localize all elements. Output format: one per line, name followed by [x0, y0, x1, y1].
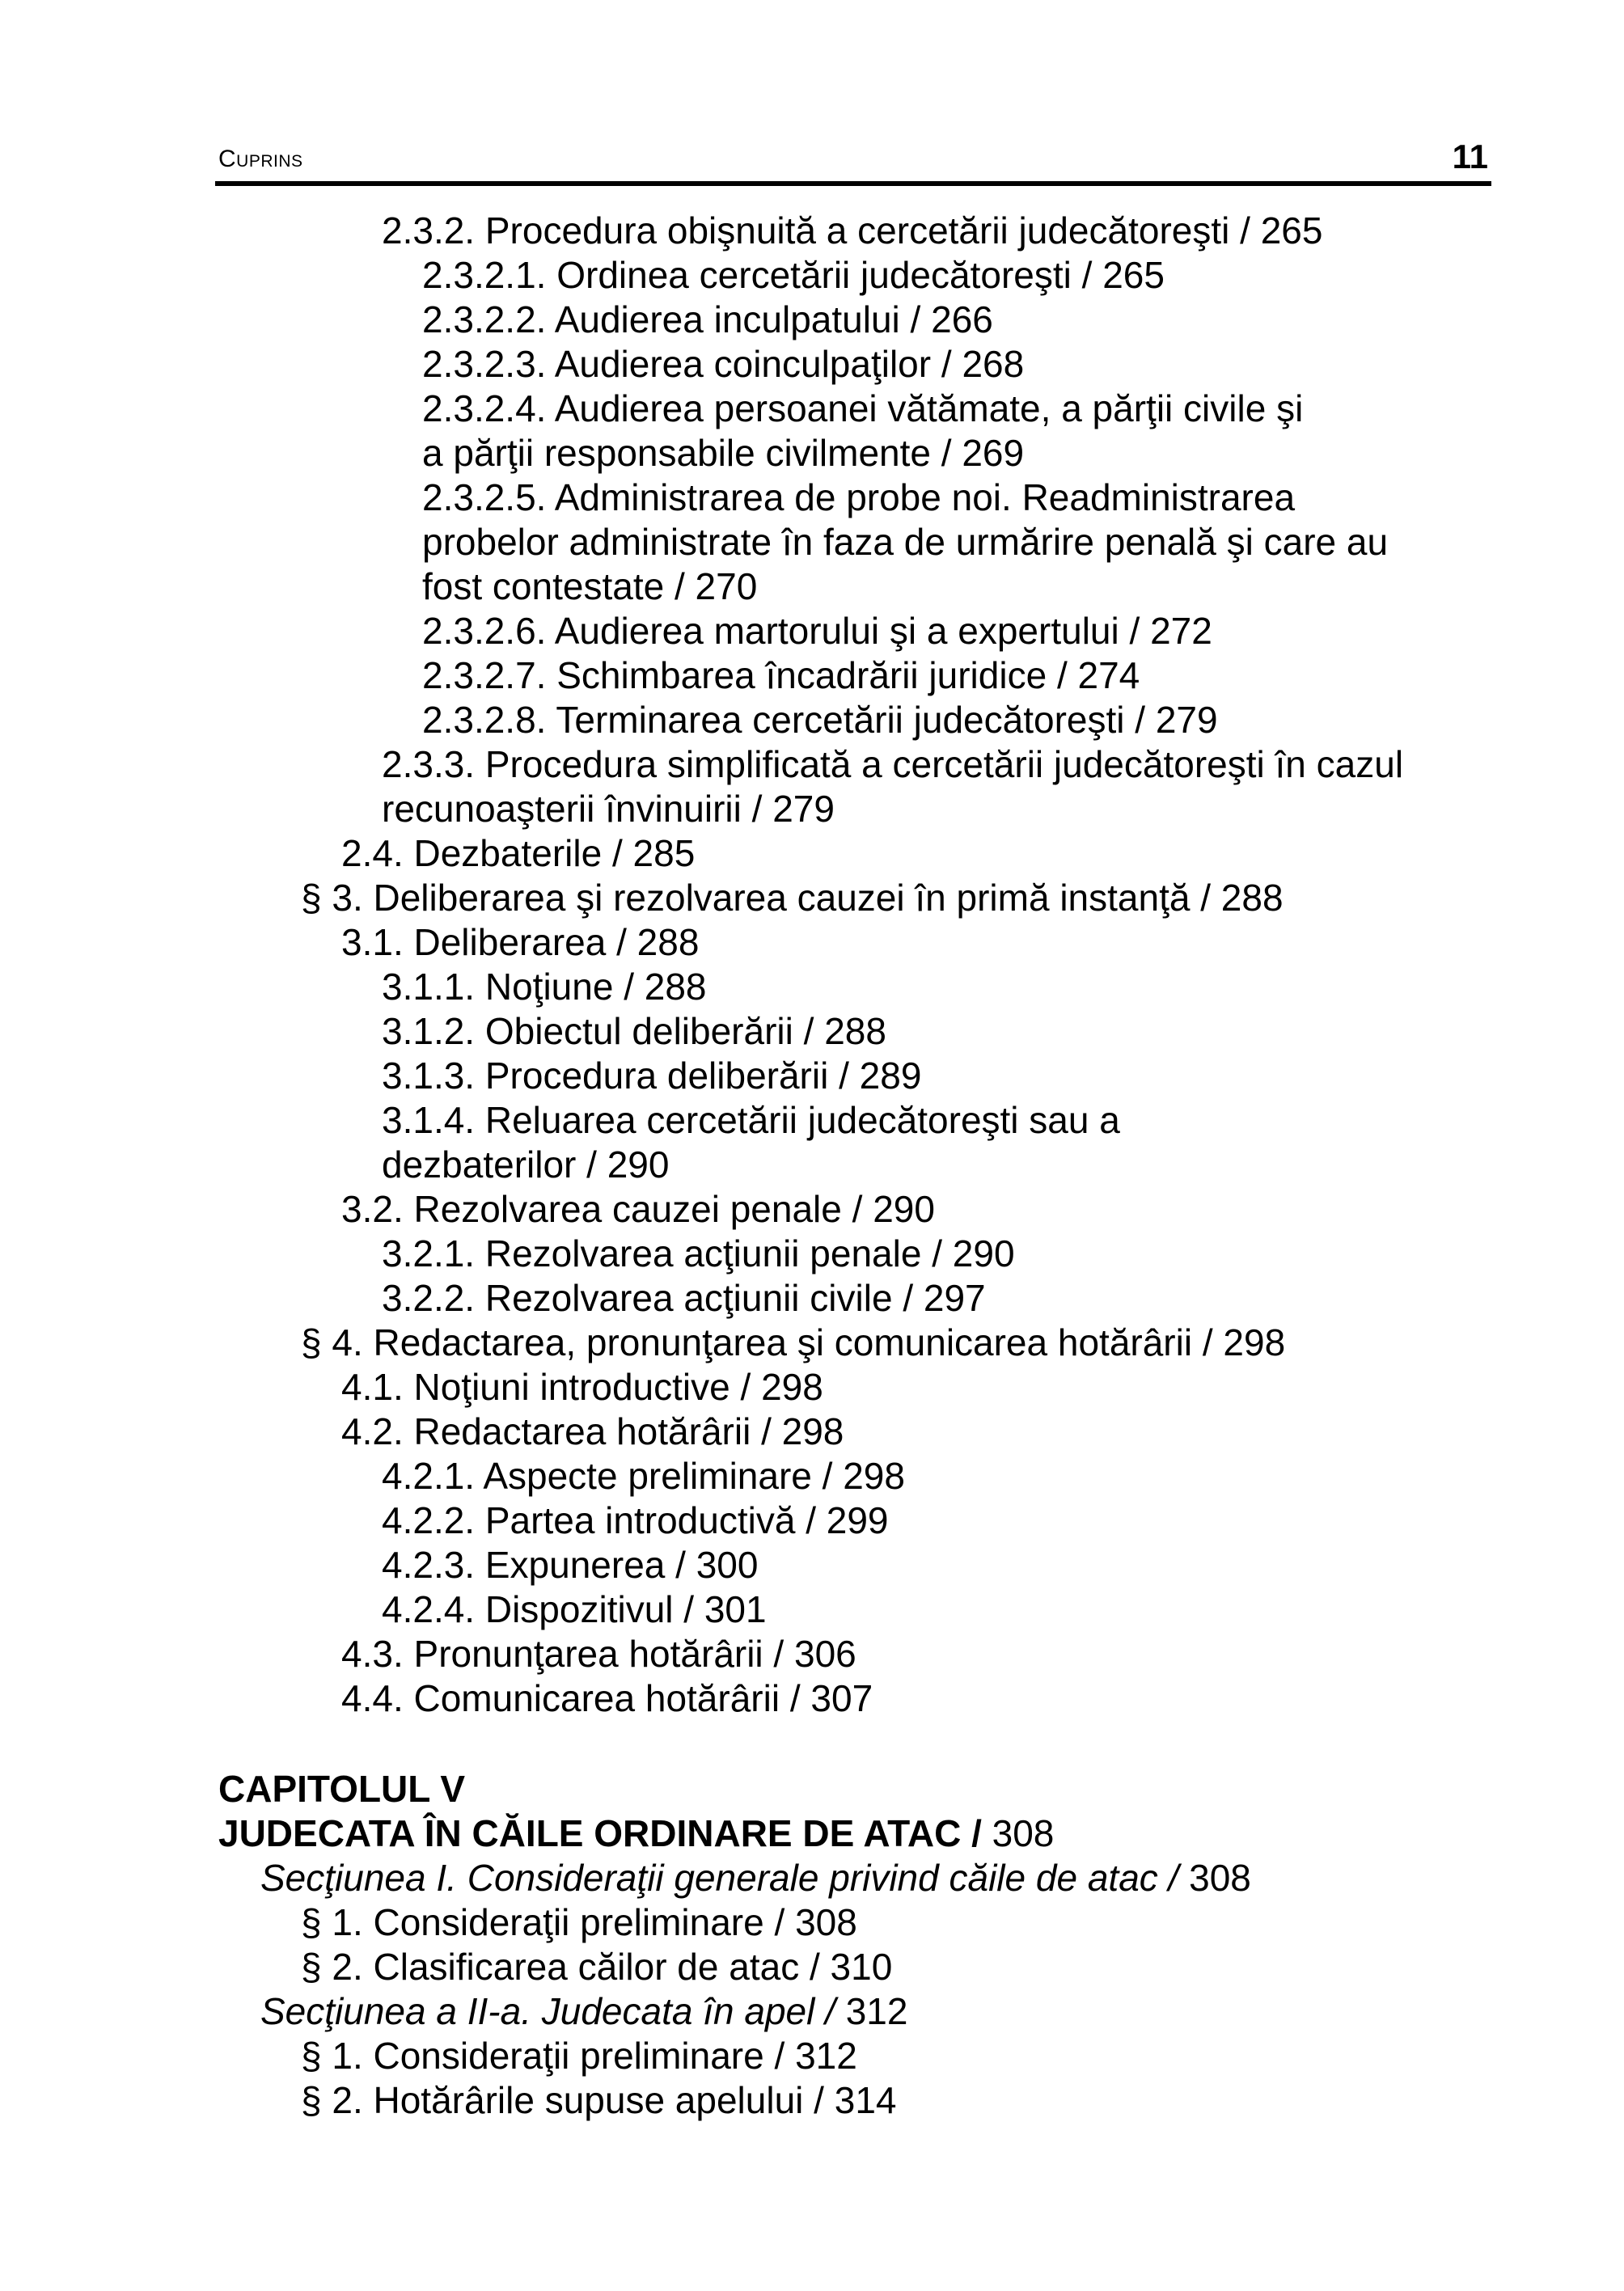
toc-entry-3-1-4-cont: dezbaterilor / 290: [382, 1143, 670, 1186]
chapter-heading: CAPITOLUL V: [218, 1768, 465, 1810]
toc-page-number: 298: [1223, 1321, 1286, 1363]
toc-entry-2-3-2-1: 2.3.2.1. Ordinea cercetării judecătoreşti / 265: [422, 254, 1165, 296]
toc-entry-sectiunea-2: Secţiunea a II-a. Judecata în apel / 312: [260, 1990, 908, 2032]
toc-entry-2-3-3-cont: recunoaşterii învinuirii / 279: [382, 788, 835, 830]
toc-page-number: 265: [1102, 254, 1165, 296]
toc-entry-2-3-2-6: 2.3.2.6. Audierea martorului şi a expertului / 272: [422, 610, 1212, 652]
toc-entry-4-2: 4.2. Redactarea hotărârii / 298: [341, 1410, 844, 1452]
toc-entry-section-4: § 4. Redactarea, pronunţarea şi comunicarea hotărârii / 298: [301, 1321, 1286, 1363]
toc-entry-2-3-2-4-cont: a părţii responsabile civilmente / 269: [422, 432, 1025, 474]
toc-page-number: 310: [830, 1946, 893, 1988]
toc-page-number: 307: [810, 1677, 873, 1719]
toc-page-number: 265: [1260, 209, 1323, 252]
page-number: 11: [1452, 137, 1488, 175]
toc-page-number: 301: [704, 1588, 767, 1630]
toc-page-number: 308: [795, 1901, 857, 1943]
toc-page-number: 270: [695, 565, 758, 607]
toc-page-number: 285: [632, 832, 696, 874]
chapter-title: JUDECATA ÎN CĂILE ORDINARE DE ATAC / 308: [218, 1812, 1055, 1854]
toc-entry-4-2-2: 4.2.2. Partea introductivă / 299: [382, 1499, 889, 1541]
toc-page-number: 272: [1150, 610, 1212, 652]
toc-page-number: 300: [696, 1544, 759, 1586]
toc-page-number: 279: [772, 788, 835, 830]
toc-page-number: 312: [795, 2035, 857, 2077]
toc-entry-2-3-2-5-cont: probelor administrate în faza de urmărire penală şi care au: [422, 521, 1389, 563]
toc-page-number: 290: [607, 1143, 670, 1186]
toc-entry-4-1: 4.1. Noţiuni introductive / 298: [341, 1366, 823, 1408]
toc-entry-2-3-2-3: 2.3.2.3. Audierea coinculpaţilor / 268: [422, 343, 1025, 385]
toc-page-number: 290: [952, 1232, 1015, 1274]
toc-entry-sec2-par1: § 1. Consideraţii preliminare / 312: [301, 2035, 857, 2077]
toc-entry-2-3-3: 2.3.3. Procedura simplificată a cercetării judecătoreşti în cazul: [382, 743, 1404, 785]
running-header: [215, 131, 1491, 186]
toc-entry-sec1-par1: § 1. Consideraţii preliminare / 308: [301, 1901, 857, 1943]
toc-entry-2-3-2: 2.3.2. Procedura obişnuită a cercetării judecătoreşti / 265: [382, 209, 1323, 252]
toc-page-number: 308: [1189, 1857, 1251, 1899]
toc-page-number: 298: [761, 1366, 823, 1408]
toc-entry-2-3-2-7: 2.3.2.7. Schimbarea încadrării juridice / 274: [422, 654, 1140, 696]
toc-entry-2-3-2-5: 2.3.2.5. Administrarea de probe noi. Readministrarea: [422, 476, 1296, 518]
toc-page-number: 306: [794, 1633, 856, 1675]
toc-page-number: 288: [636, 921, 700, 963]
toc-entry-2-3-2-4: 2.3.2.4. Audierea persoanei vătămate, a părţii civile şi: [422, 387, 1304, 429]
toc-entry-4-2-1: 4.2.1. Aspecte preliminare / 298: [382, 1455, 905, 1497]
toc-page-number: 298: [843, 1455, 905, 1497]
toc-page-number: 288: [644, 966, 707, 1008]
toc-page-number: 279: [1155, 699, 1218, 741]
toc-entry-4-2-4: 4.2.4. Dispozitivul / 301: [382, 1588, 767, 1630]
toc-page-number: 288: [1220, 877, 1284, 919]
toc-page-number: 268: [962, 343, 1025, 385]
toc-entry-2-4: 2.4. Dezbaterile / 285: [341, 832, 696, 874]
toc-entry-3-1-4: 3.1.4. Reluarea cercetării judecătoreşti sau a: [382, 1099, 1120, 1141]
toc-entry-sec1-par2: § 2. Clasificarea căilor de atac / 310: [301, 1946, 893, 1988]
toc-entry-3-2: 3.2. Rezolvarea cauzei penale / 290: [341, 1188, 935, 1230]
toc-entry-4-2-3: 4.2.3. Expunerea / 300: [382, 1544, 759, 1586]
running-head-title: Cuprins: [218, 146, 303, 172]
toc-entry-3-2-2: 3.2.2. Rezolvarea acţiunii civile / 297: [382, 1277, 986, 1319]
toc-page-number: 308: [992, 1812, 1055, 1854]
toc-entry-4-4: 4.4. Comunicarea hotărârii / 307: [341, 1677, 873, 1719]
toc-entry-sec2-par2: § 2. Hotărârile supuse apelului / 314: [301, 2079, 897, 2121]
toc-entry-3-1: 3.1. Deliberarea / 288: [341, 921, 700, 963]
toc-entry-3-1-3: 3.1.3. Procedura deliberării / 289: [382, 1055, 922, 1097]
toc-page-number: 289: [859, 1055, 922, 1097]
toc-page-number: 312: [845, 1990, 908, 2032]
toc-page-number: 298: [781, 1410, 844, 1452]
toc-page-number: 299: [826, 1499, 889, 1541]
toc-entry-2-3-2-5-cont: fost contestate / 270: [422, 565, 758, 607]
toc-entry-3-1-2: 3.1.2. Obiectul deliberării / 288: [382, 1010, 886, 1052]
toc-entry-sectiunea-1: Secţiunea I. Consideraţii generale privind căile de atac / 308: [260, 1857, 1251, 1899]
toc-page-number: 274: [1077, 654, 1140, 696]
toc-entry-3-1-1: 3.1.1. Noţiune / 288: [382, 966, 707, 1008]
toc-page-number: 314: [834, 2079, 897, 2121]
toc-page-number: 290: [873, 1188, 935, 1230]
toc-entry-4-3: 4.3. Pronunţarea hotărârii / 306: [341, 1633, 856, 1675]
toc-page-number: 266: [931, 298, 993, 340]
toc-entry-section-3: § 3. Deliberarea şi rezolvarea cauzei în primă instanţă / 288: [301, 877, 1284, 919]
toc-page-number: 269: [962, 432, 1025, 474]
toc-entry-3-2-1: 3.2.1. Rezolvarea acţiunii penale / 290: [382, 1232, 1015, 1274]
toc-entry-2-3-2-8: 2.3.2.8. Terminarea cercetării judecătoreşti / 279: [422, 699, 1218, 741]
toc-page-number: 288: [824, 1010, 886, 1052]
toc-page-number: 297: [923, 1277, 986, 1319]
toc-entry-2-3-2-2: 2.3.2.2. Audierea inculpatului / 266: [422, 298, 993, 340]
